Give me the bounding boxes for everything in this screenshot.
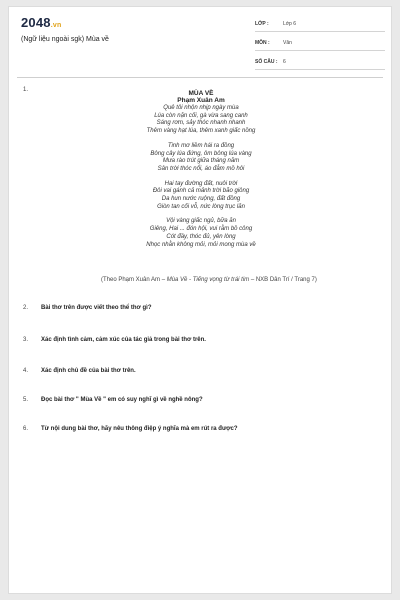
- question-number: 3.: [23, 337, 29, 343]
- meta-value: Văn: [283, 40, 292, 46]
- question-text: Đọc bài thơ " Mùa Về " em có suy nghĩ gì về nghề nông?: [41, 397, 203, 403]
- poem-author: Phạm Xuân Am: [177, 97, 225, 104]
- question-3: [23, 337, 206, 343]
- poem-title: MÙA VỀ: [188, 90, 214, 97]
- question-2: [23, 305, 151, 311]
- meta-panel: [255, 17, 385, 74]
- question-text: Xác định chủ đề của bài thơ trên.: [41, 368, 136, 374]
- poem-line: Thêm vàng hạt lúa, thêm xanh giấc nồng: [146, 128, 256, 135]
- question-number: 4.: [23, 368, 29, 374]
- poem-line: Nhọc nhằn không mỏi, mỏi mong mùa về: [146, 241, 256, 248]
- poem-line: Quê tôi nhộn nhịp ngày mùa: [163, 105, 239, 111]
- logo-text: 2048: [21, 15, 51, 30]
- question-number: 1.: [23, 87, 29, 93]
- meta-class-row: [255, 17, 385, 32]
- meta-label: LỚP :: [255, 21, 269, 27]
- poem-source: [101, 277, 317, 283]
- poem-line: Giòn tan cối vỗ, nức lòng trục lăn: [157, 203, 245, 210]
- poem-line: Sân trời thóc nổi, áo đẫm mồ hôi: [157, 165, 245, 172]
- meta-label: SỐ CÂU :: [255, 59, 278, 65]
- meta-subject-row: [255, 36, 385, 51]
- site-logo[interactable]: [21, 15, 61, 30]
- poem-line: Mưa rào trút giữa tháng năm: [162, 158, 240, 165]
- poem-line: Hai tay đường đất, nuôi trời: [164, 180, 238, 187]
- poem-line: Da hun nước ruộng, đất đồng: [161, 196, 241, 203]
- header-divider: [17, 77, 383, 78]
- source-prefix: (Theo Phạm Xuân Am –: [101, 277, 167, 283]
- question-number: 2.: [23, 305, 29, 311]
- poem-block: [9, 90, 393, 283]
- poem-line: Cót đầy, thóc đủ, yên lòng: [166, 233, 236, 240]
- poem-line: Vội vàng giấc ngủ, bữa ăn: [166, 218, 236, 225]
- question-text: Xác định tình cảm, cảm xúc của tác giả trong bài thơ trên.: [41, 337, 206, 343]
- question-number: 5.: [23, 397, 29, 403]
- meta-value: 6: [283, 59, 286, 65]
- question-text: Bài thơ trên được viết theo thể thơ gì?: [41, 305, 152, 311]
- question-5: [23, 397, 203, 403]
- poem-line: Đôi vai gánh cả mảnh trời bão giông: [152, 188, 250, 195]
- worksheet: [8, 6, 392, 594]
- source-suffix: – NXB Dân Trí / Trang 7): [249, 277, 317, 283]
- question-4: [23, 368, 136, 374]
- logo-suffix: .vn: [50, 22, 62, 29]
- meta-label: MÔN :: [255, 40, 270, 46]
- meta-count-row: [255, 55, 385, 70]
- question-number: 6.: [23, 426, 29, 432]
- poem-line: Giêng, Hai ... đón hội, vui rằm bồ công: [149, 226, 253, 233]
- question-text: Từ nội dung bài thơ, hãy nêu thông điệp ý nghĩa mà em rút ra được?: [41, 426, 238, 432]
- meta-value: Lớp 6: [283, 21, 297, 27]
- poem-line: Bông cây lúa đứng, ôm bông lúa vàng: [150, 150, 252, 157]
- poem-line: Lúa còn nặn cối, gà vừa sang canh: [154, 112, 248, 119]
- poem-line: Tinh mơ liềm hái ra đồng: [167, 142, 235, 149]
- worksheet-header: [9, 7, 391, 69]
- poem-line: Sáng rơm, sảy thóc nhanh nhanh: [156, 120, 246, 127]
- question-6: [23, 426, 238, 432]
- worksheet-title: (Ngữ liệu ngoài sgk) Mùa về: [21, 36, 109, 43]
- source-book: Mùa Về - Tiếng vọng từ trái tim: [166, 277, 250, 283]
